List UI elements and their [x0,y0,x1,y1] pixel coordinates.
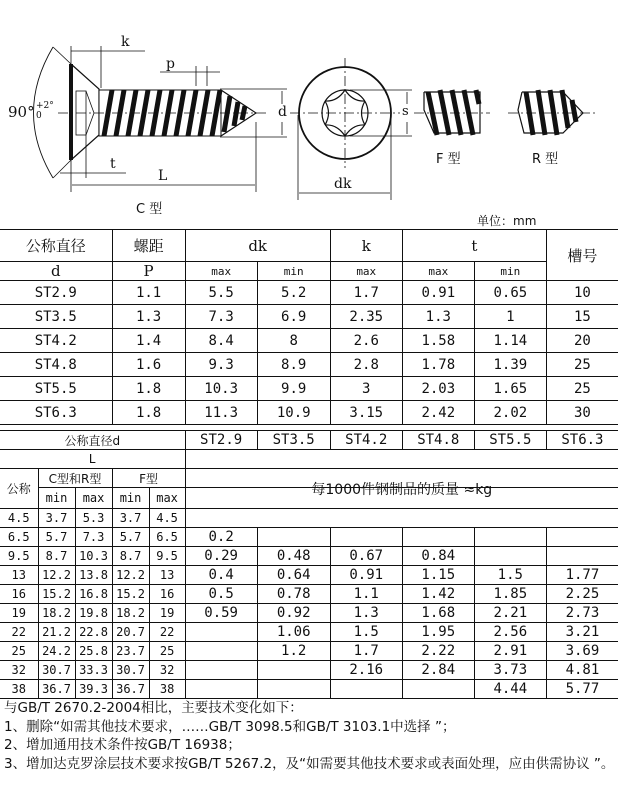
cell-L: 4.5 [0,509,38,528]
table-row [0,585,618,604]
cell-f-min: 18.2 [112,604,149,623]
dim-label-d: d [278,104,287,120]
cell-dk-min: 5.2 [257,281,330,305]
cell-cr-min: 21.2 [38,623,75,642]
cell-mass: 1.3 [330,604,402,623]
header-f-max: max [149,488,185,509]
cell-f-max: 32 [149,661,185,680]
cell-cr-min: 12.2 [38,566,75,585]
cell-mass: 2.21 [474,604,546,623]
table-row [0,401,618,425]
mass-per-1000-table [0,430,618,699]
cell-mass: 2.22 [402,642,474,661]
cell-mass [185,642,257,661]
cell-slot: 20 [546,329,618,353]
cell-k-max: 2.6 [330,329,402,353]
header-dk: dk [185,230,330,262]
cell-d: ST3.5 [0,305,112,329]
table-row [0,604,618,623]
notes-item-2: 2、增加通用技术条件按GB/T 16938； [4,737,241,753]
cell-L: 6.5 [0,528,38,547]
header-t: t [402,230,546,262]
cell-cr-max: 25.8 [75,642,112,661]
cell-mass: 1.42 [402,585,474,604]
cell-mass: 1.15 [402,566,474,585]
cell-cr-max: 16.8 [75,585,112,604]
cell-dk-min: 9.9 [257,377,330,401]
cell-mass: 0.91 [330,566,402,585]
cell-t-min: 2.02 [474,401,546,425]
cell-cr-min: 3.7 [38,509,75,528]
cell-d: ST4.8 [0,353,112,377]
cell-L: 9.5 [0,547,38,566]
table-row [0,642,618,661]
cell-mass: 3.73 [474,661,546,680]
header-length-L: L [0,450,185,469]
cell-L: 32 [0,661,38,680]
cell-t-min: 0.65 [474,281,546,305]
cell-cr-max: 10.3 [75,547,112,566]
cell-cr-max: 13.8 [75,566,112,585]
cell-f-min: 5.7 [112,528,149,547]
cell-t-min: 1.39 [474,353,546,377]
cell-cr-min: 36.7 [38,680,75,699]
cell-mass [185,661,257,680]
cell-d: ST4.2 [0,329,112,353]
cell-f-max: 9.5 [149,547,185,566]
cell-mass [185,623,257,642]
cell-mass: 1.7 [330,642,402,661]
cell-cr-min: 8.7 [38,547,75,566]
cell-mass: 0.67 [330,547,402,566]
spec-header-row-1 [0,230,618,262]
unit-label: 单位：mm [477,214,537,228]
cell-P: 1.6 [112,353,185,377]
cell-cr-min: 18.2 [38,604,75,623]
cell-mass: 1.5 [474,566,546,585]
cell-mass: 0.64 [257,566,330,585]
dim-label-p: p [166,56,175,72]
cell-t-min: 1 [474,305,546,329]
cell-cr-min: 15.2 [38,585,75,604]
table-row [0,661,618,680]
mass-header-row-1 [0,431,618,450]
header-k-max: max [330,262,402,281]
cell-mass: 2.16 [330,661,402,680]
cell-t-min: 1.65 [474,377,546,401]
table-row [0,353,618,377]
cell-f-min: 3.7 [112,509,149,528]
technical-drawing [0,0,618,230]
cell-dk-max: 9.3 [185,353,257,377]
header-slot-number: 槽号 [546,230,618,281]
cell-mass [474,547,546,566]
cell-k-max: 1.7 [330,281,402,305]
cell-t-max: 1.58 [402,329,474,353]
cell-mass: 0.84 [402,547,474,566]
cell-dk-max: 7.3 [185,305,257,329]
cell-f-max: 4.5 [149,509,185,528]
header-pitch: 螺距 [112,230,185,262]
cell-mass [402,680,474,699]
cell-L: 19 [0,604,38,623]
cell-cr-min: 5.7 [38,528,75,547]
f-type-tip-view [414,90,490,135]
cell-t-min: 1.14 [474,329,546,353]
cell-mass [402,528,474,547]
cell-t-max: 0.91 [402,281,474,305]
cell-mass: 3.21 [546,623,618,642]
cell-t-max: 2.42 [402,401,474,425]
cell-mass [330,528,402,547]
cell-f-min: 20.7 [112,623,149,642]
header-cr-min: min [38,488,75,509]
cell-cr-max: 22.8 [75,623,112,642]
cell-mass: 2.73 [546,604,618,623]
header-f-type: F型 [112,469,185,488]
revision-notes [4,699,616,773]
cell-dk-max: 11.3 [185,401,257,425]
cell-f-min: 23.7 [112,642,149,661]
header-size-st4.2: ST4.2 [330,431,402,450]
header-t-max: max [402,262,474,281]
cell-mass: 0.4 [185,566,257,585]
cell-f-max: 25 [149,642,185,661]
cell-dk-min: 8 [257,329,330,353]
cell-f-max: 16 [149,585,185,604]
cell-mass [474,528,546,547]
cell-mass: 1.77 [546,566,618,585]
cell-f-min: 12.2 [112,566,149,585]
cell-mass: 0.92 [257,604,330,623]
cell-f-max: 22 [149,623,185,642]
cell-slot: 25 [546,377,618,401]
cell-mass: 1.06 [257,623,330,642]
cell-P: 1.8 [112,377,185,401]
cell-mass: 2.25 [546,585,618,604]
dim-label-L: L [158,168,168,184]
header-size-st5.5: ST5.5 [474,431,546,450]
header-dk-max: max [185,262,257,281]
table-row [0,281,618,305]
type-f-caption: F 型 [436,152,461,167]
cell-mass [257,680,330,699]
header-c-and-r-type: C型和R型 [38,469,112,488]
cell-mass: 0.59 [185,604,257,623]
cell-L: 22 [0,623,38,642]
cell-mass: 0.29 [185,547,257,566]
cell-d: ST2.9 [0,281,112,305]
cell-cr-max: 7.3 [75,528,112,547]
cell-slot: 30 [546,401,618,425]
header-t-min: min [474,262,546,281]
header-nominal: 公称 [0,469,38,509]
cell-mass: 2.56 [474,623,546,642]
cell-mass: 0.2 [185,528,257,547]
cell-mass: 3.69 [546,642,618,661]
header-d-symbol: d [0,262,112,281]
cell-k-max: 2.35 [330,305,402,329]
cell-f-max: 19 [149,604,185,623]
cell-k-max: 2.8 [330,353,402,377]
cell-f-max: 13 [149,566,185,585]
cell-f-min: 15.2 [112,585,149,604]
cell-cr-max: 5.3 [75,509,112,528]
cell-dk-max: 8.4 [185,329,257,353]
cell-mass: 4.44 [474,680,546,699]
cell-L: 38 [0,680,38,699]
cell-dk-min: 10.9 [257,401,330,425]
header-p-symbol: P [112,262,185,281]
header-size-st4.8: ST4.8 [402,431,474,450]
header-k: k [330,230,402,262]
cell-t-max: 1.3 [402,305,474,329]
cell-d: ST6.3 [0,401,112,425]
cell-P: 1.3 [112,305,185,329]
type-c-caption: C 型 [136,202,163,217]
cell-P: 1.8 [112,401,185,425]
cell-f-max: 6.5 [149,528,185,547]
dimension-spec-table [0,229,618,425]
cell-L: 13 [0,566,38,585]
cell-f-min: 36.7 [112,680,149,699]
cell-mass: 1.68 [402,604,474,623]
cell-mass: 4.81 [546,661,618,680]
cell-mass: 2.84 [402,661,474,680]
header-f-min: min [112,488,149,509]
cell-dk-max: 5.5 [185,281,257,305]
cell-cr-min: 24.2 [38,642,75,661]
table-row [0,377,618,401]
cell-L: 16 [0,585,38,604]
notes-intro: 与GB/T 2670.2-2004相比，主要技术变化如下： [4,700,303,716]
cell-mass [546,528,618,547]
cell-mass: 1.5 [330,623,402,642]
angle-label: 90° [8,103,35,121]
r-type-tip-view [508,90,596,135]
cell-cr-max: 33.3 [75,661,112,680]
cell-mass [257,661,330,680]
table-row [0,623,618,642]
cell-f-min: 30.7 [112,661,149,680]
dim-label-t: t [110,156,116,172]
cell-mass: 1.85 [474,585,546,604]
header-blank [185,450,618,469]
cell-mass: 5.77 [546,680,618,699]
cell-k-max: 3.15 [330,401,402,425]
cell-t-max: 2.03 [402,377,474,401]
table-row [0,528,618,547]
header-size-st3.5: ST3.5 [257,431,330,450]
table-row [0,329,618,353]
cell-mass: 1.95 [402,623,474,642]
table-row [0,566,618,585]
header-nominal-diameter: 公称直径 [0,230,112,262]
header-dk-min: min [257,262,330,281]
cell-dk-min: 8.9 [257,353,330,377]
header-nominal-diameter-d: 公称直径d [0,431,185,450]
table-row [0,547,618,566]
cell-mass [330,680,402,699]
cell-mass [185,680,257,699]
mass-header-row-2 [0,450,618,469]
cell-L: 25 [0,642,38,661]
table-row [0,509,618,528]
cell-mass: 0.5 [185,585,257,604]
table-row [0,305,618,329]
type-r-caption: R 型 [532,152,559,167]
cell-cr-min: 30.7 [38,661,75,680]
dim-label-dk: dk [334,176,352,192]
notes-item-1: 1、删除“如需其他技术要求，……GB/T 3098.5和GB/T 3103.1中选择 ”； [4,718,456,735]
notes-item-3: 3、增加达克罗涂层技术要求按GB/T 5267.2，及“如需要其他技术要求或表面处理，应由供需协议 ”。 [4,755,615,772]
cell-f-min: 8.7 [112,547,149,566]
header-cr-max: max [75,488,112,509]
angle-tolerance-lower: 0 [36,111,42,121]
cell-mass [257,528,330,547]
cell-mass-blank [185,509,618,528]
cell-slot: 10 [546,281,618,305]
angle-tolerance-upper: +2° [36,101,54,111]
spec-header-row-2 [0,262,618,281]
table-row [0,680,618,699]
header-mass-per-1000: 每1000件钢制品的质量 ≈kg [185,479,618,500]
cell-mass: 2.91 [474,642,546,661]
cell-cr-max: 39.3 [75,680,112,699]
cell-d: ST5.5 [0,377,112,401]
cell-mass: 1.2 [257,642,330,661]
header-size-st6.3: ST6.3 [546,431,618,450]
cell-mass: 0.48 [257,547,330,566]
cell-mass: 0.78 [257,585,330,604]
cell-dk-min: 6.9 [257,305,330,329]
dim-label-k: k [121,34,130,50]
cell-t-max: 1.78 [402,353,474,377]
cell-slot: 25 [546,353,618,377]
cell-mass: 1.1 [330,585,402,604]
cell-cr-max: 19.8 [75,604,112,623]
header-size-st2.9: ST2.9 [185,431,257,450]
dim-label-s: s [402,104,409,119]
cell-slot: 15 [546,305,618,329]
cell-f-max: 38 [149,680,185,699]
cell-P: 1.4 [112,329,185,353]
screw-drawing-svg [0,0,618,230]
mass-header-row-4 [0,488,618,509]
cell-k-max: 3 [330,377,402,401]
cell-mass [546,547,618,566]
cell-dk-max: 10.3 [185,377,257,401]
cell-P: 1.1 [112,281,185,305]
